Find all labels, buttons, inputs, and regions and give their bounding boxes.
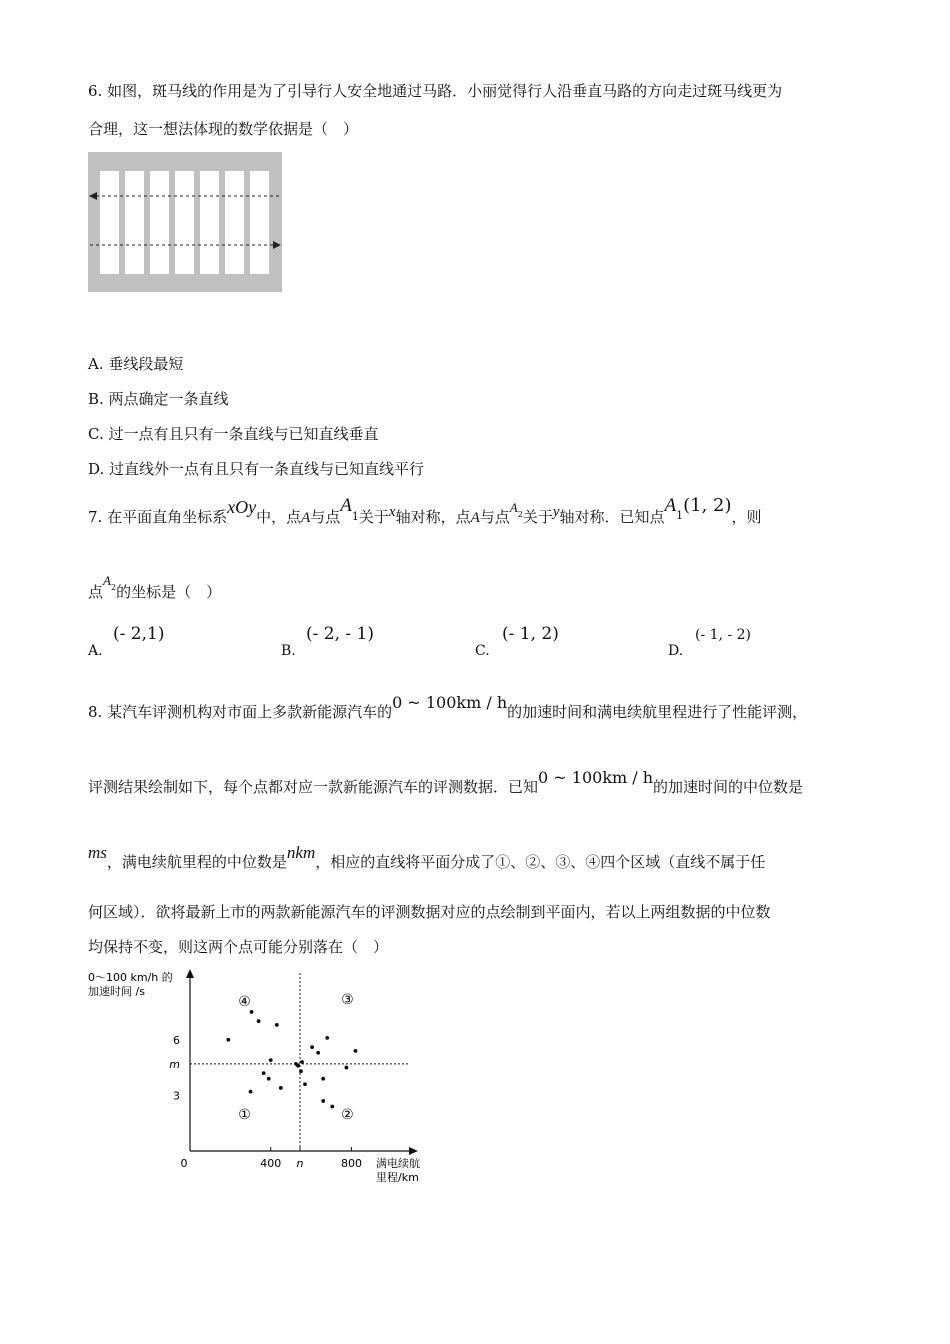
point-a: A [470,510,480,526]
q8-line1 [88,693,808,722]
q8-text: 的加速时间的中位数是 [653,778,804,796]
data-point [279,1086,283,1090]
zebra-stripe [250,171,269,274]
q6-line2: 合理，这一想法体现的数学依据是（ ） [88,120,359,138]
median-ms: ms [88,843,107,862]
q8-line4: 何区域）．欲将最新上市的两款新能源汽车的评测数据对应的点绘制到平面内，若以上两组数据的中位数 [88,903,771,921]
data-point [310,1045,314,1049]
zebra-stripe [225,171,244,274]
q6-option-b[interactable]: B. 两点确定一条直线 [88,390,229,408]
origin-label: 0 [180,1157,188,1170]
data-point [345,1066,349,1070]
subscript: 2 [517,510,523,519]
scatter-chart [84,965,444,1190]
q7-line1 [88,495,762,528]
data-point [330,1105,334,1109]
point-a1-coordinates: (1, 2) [683,495,732,516]
point-a2: A [103,573,111,588]
speed-range: 0 ~ 100km / h [392,693,508,712]
region-label: ③ [341,991,354,1008]
region-label: ④ [238,993,251,1010]
y-tick-label: m [169,1057,180,1071]
x-tick-label: 400 [260,1157,282,1170]
q7-text: 关于 [522,508,553,526]
point-a: A [301,510,311,526]
q8-line3 [88,843,766,872]
data-point [226,1038,230,1042]
y-axis-label-line1: 0～100 km/h 的 [88,971,173,984]
q7-option-a-label[interactable]: A. [88,643,103,659]
q8-line2 [88,768,804,797]
subscript: 1 [351,510,359,523]
data-point [299,1069,303,1073]
zebra-stripes [100,171,269,274]
data-point [250,1010,254,1014]
data-point [354,1049,358,1053]
speed-range: 0 ~ 100km / h [538,768,654,787]
q8-text: 的加速时间和满电续航里程进行了性能评测， [507,703,808,721]
q7-option-c-value[interactable]: (- 1, 2) [502,624,559,644]
data-point [325,1036,329,1040]
subscript: 2 [110,583,117,592]
data-point [267,1077,271,1081]
region-label: ② [341,1106,354,1123]
q7-text: 的坐标是（ ） [116,583,222,601]
x-axis-label-line1: 满电续航 [376,1157,420,1170]
y-tick-label: 3 [173,1089,180,1103]
x-axis-label-line2: 里程/km [376,1171,419,1184]
x-axis-symbol: x [388,504,396,520]
q8-text: ，满电续航里程的中位数是 [106,853,287,871]
q7-text: 轴对称，点 [395,508,471,526]
data-point [262,1071,266,1075]
q7-text: ，则 [731,508,762,526]
q7-text: 中，点 [256,508,302,526]
q8-text: 8. 某汽车评测机构对市面上多款新能源汽车的 [88,703,393,721]
zebra-stripe [150,171,169,274]
q7-option-c-label[interactable]: C. [475,643,490,659]
data-point [300,1060,304,1064]
q7-text: 关于 [358,508,389,526]
q7-option-b-value[interactable]: (- 2, - 1) [306,624,374,644]
q7-option-a-value[interactable]: (- 2,1) [113,624,165,644]
q6-line1: 6. 如图，斑马线的作用是为了引导行人安全地通过马路．小丽觉得行人沿垂直马路的方向走过斑马线更为 [88,82,783,100]
q7-option-d-label[interactable]: D. [668,643,684,659]
x-tick-label: 800 [340,1157,362,1170]
q7-option-b-label[interactable]: B. [281,643,296,659]
zebra-stripe [100,171,119,274]
q8-line5: 均保持不变，则这两个点可能分别落在（ ） [88,938,389,956]
zebra-stripe [175,171,194,274]
subscript: 1 [676,509,684,522]
coord-system: xOy [227,497,257,517]
zebra-crossing-figure [88,152,282,292]
q7-text: 与点 [310,508,341,526]
data-point [269,1058,273,1062]
x-axis-arrow-icon [409,1147,418,1155]
q8-text: 评测结果绘制如下，每个点都对应一款新能源汽车的评测数据．已知 [88,778,539,796]
point-a2: A [509,500,518,515]
median-nkm: nkm [286,843,316,862]
data-point [275,1023,279,1027]
y-axis-label-line2: 加速时间 /s [88,985,145,998]
q7-option-d-value[interactable]: (- 1, - 2) [695,627,751,643]
q8-text: ，相应的直线将平面分成了①、②、③、④四个区域（直线不属于任 [315,853,766,871]
y-tick-label: 6 [173,1033,180,1047]
q6-option-a[interactable]: A. 垂线段最短 [88,355,184,373]
q6-option-d[interactable]: D. 过直线外一点有且只有一条直线与已知直线平行 [88,460,425,478]
data-point [303,1082,307,1086]
q7-text: 轴对称．已知点 [559,508,665,526]
data-point [316,1051,320,1055]
zebra-stripe [200,171,219,274]
region-label: ① [238,1106,251,1123]
data-point [321,1077,325,1081]
x-tick-label: n [296,1157,304,1170]
data-point [296,1064,300,1068]
q7-text: 点 [88,583,104,601]
q7-text: 7. 在平面直角坐标系 [88,508,228,526]
y-axis-symbol: y [552,504,560,520]
y-axis-arrow-icon [186,969,194,978]
q7-line2 [88,573,222,602]
zebra-stripe [125,171,144,274]
data-point [257,1019,261,1023]
point-a1: A [340,495,352,516]
q7-text: 与点 [479,508,510,526]
data-point [249,1090,253,1094]
data-point [321,1099,325,1103]
point-a1: A [664,495,677,516]
q6-option-c[interactable]: C. 过一点有且只有一条直线与已知直线垂直 [88,425,379,443]
